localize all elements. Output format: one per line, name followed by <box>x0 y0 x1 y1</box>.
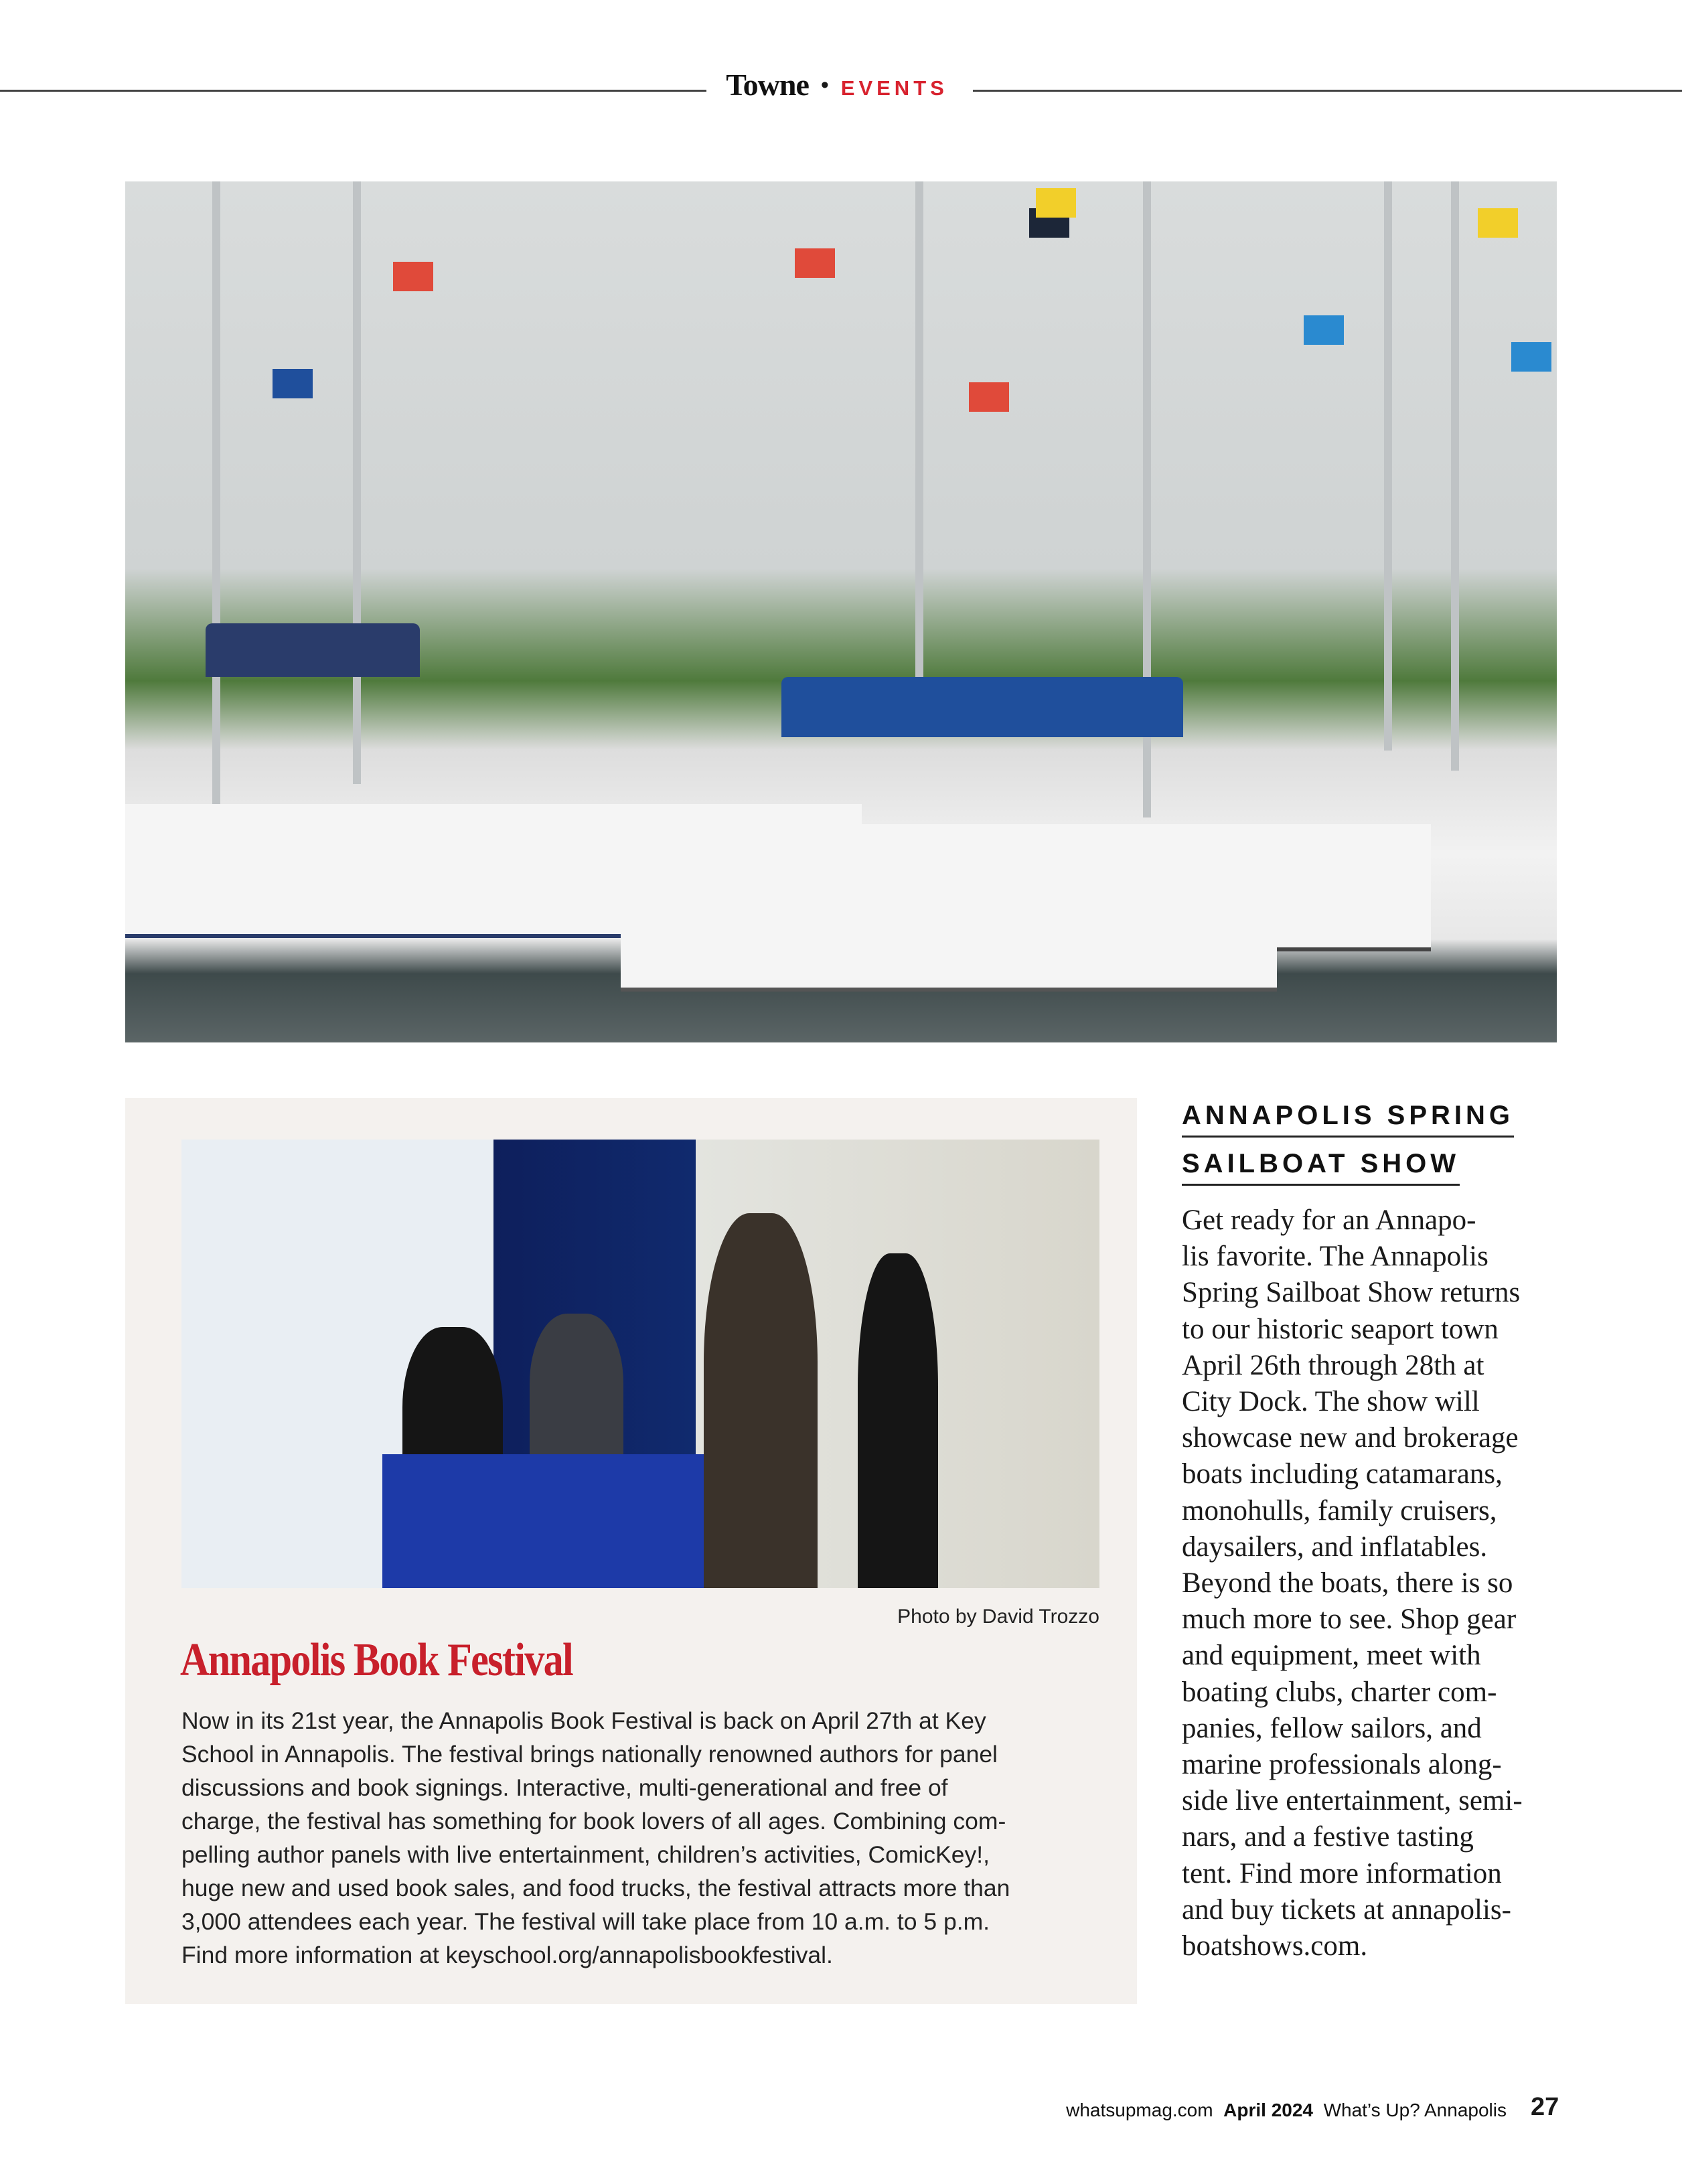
footer-site: whatsupmag.com <box>1066 2100 1213 2120</box>
article-body: Now in its 21st year, the Annapolis Book Festival is back on April 27th at Key School in Annapolis. The festival brings nationally renowned authors for panel discussions and book signings. Interactive, multi-generational and free of charge, the festival has something for book lovers of all ages. Combining com- pelling author panels with live entertainment, children’s activities, ComicKey!, huge new and used book sales, and food trucks, the festival attracts more than 3,000 attendees each year. The festival will take place from 10 a.m. to 5 p.m. Find more information at keyschool.org/annapolisbookfestival. <box>181 1707 1010 1968</box>
section-name: EVENTS <box>840 76 948 100</box>
sidebar-heading: ANNAPOLIS SPRING SAILBOAT SHOW <box>1182 1091 1514 1188</box>
page-number: 27 <box>1531 2093 1559 2121</box>
article-title: Annapolis Book Festival <box>180 1634 572 1686</box>
header-rule-left <box>0 90 706 92</box>
footer-issue: April 2024 <box>1223 2100 1313 2120</box>
brand-name: Towne <box>726 68 809 102</box>
header-rule-right <box>973 90 1682 92</box>
book-signing-photo <box>181 1140 1099 1588</box>
section-header <box>670 67 1004 102</box>
footer-magazine: What’s Up? Annapolis <box>1323 2100 1507 2120</box>
sailboat-show-photo <box>125 181 1557 1042</box>
separator: • <box>820 72 829 98</box>
sidebar-body: Get ready for an Annapo- lis favorite. The Annapolis Spring Sailboat Show returns to our historic seaport town April 26th through 28th at City Dock. The show will showcase new and brokerage boats including catamarans, monohulls, family cruisers, daysailers, and inflatables. Beyond the boats, there is so much more to see. Shop gear and equipment, meet with boating clubs, charter com- panies, fellow sailors, and marine professionals along- side live entertainment, semi- nars, and a festive tasting tent. Find more information and buy tickets at annapolis- boatshows.com. <box>1182 1204 1523 1962</box>
page-footer <box>1066 2100 1507 2121</box>
photo-credit: Photo by David Trozzo <box>897 1606 1099 1628</box>
